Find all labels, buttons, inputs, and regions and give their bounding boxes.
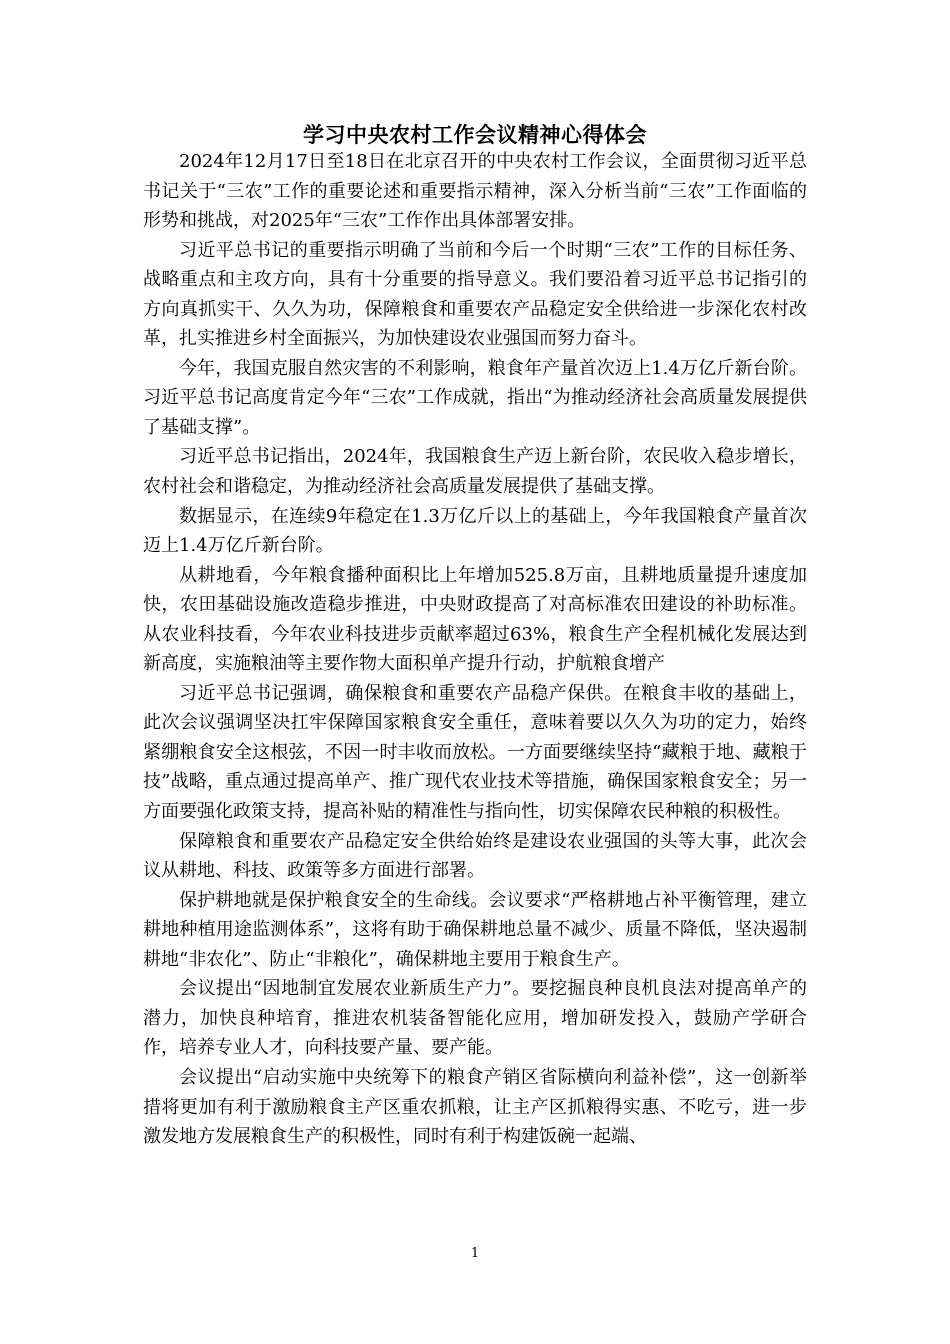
- paragraph: 习近平总书记指出，2024年，我国粮食生产迈上新台阶，农民收入稳步增长，农村社会和谐稳定，为推动经济社会高质量发展提供了基础支撑。: [143, 446, 807, 498]
- paragraph: 会议提出“启动实施中央统筹下的粮食产销区省际横向利益补偿”，这一创新举措将更加有利于激励粮食主产区重农抓粮，让主产区抓粮得实惠、不吃亏，进一步激发地方发展粮食生产的积极性，同时有利于构建饭碗一起端、: [143, 1066, 807, 1148]
- paragraph: 习近平总书记强调，确保粮食和重要农产品稳产保供。在粮食丰收的基础上，此次会议强调坚决扛牢保障国家粮食安全重任，意味着要以久久为功的定力，始终紧绷粮食安全这根弦，不因一时丰收而放松。一方面要继续坚持“藏粮于地、藏粮于技”战略，重点通过提高单产、推广现代农业技术等措施，确保国家粮食安全；另一方面要强化政策支持，提高补贴的精准性与指向性，切实保障农民种粮的积极性。: [143, 682, 807, 823]
- document-body: [143, 147, 807, 1152]
- paragraph: 数据显示，在连续9年稳定在1.3万亿斤以上的基础上，今年我国粮食产量首次迈上1.4万亿斤新台阶。: [143, 505, 807, 557]
- paragraph: 今年，我国克服自然灾害的不利影响，粮食年产量首次迈上1.4万亿斤新台阶。习近平总书记高度肯定今年“三农”工作成就，指出“为推动经济社会高质量发展提供了基础支撑”。: [143, 357, 807, 438]
- page-number: 1: [470, 1246, 480, 1261]
- paragraph: 保护耕地就是保护粮食安全的生命线。会议要求“严格耕地占补平衡管理，建立耕地种植用途监测体系”，这将有助于确保耕地总量不减少、质量不降低，坚决遏制耕地“非农化”、防止“非粮化”，确保耕地主要用于粮食生产。: [143, 889, 807, 970]
- document-title: 学习中央农村工作会议精神心得体会: [303, 123, 647, 147]
- paragraph: 保障粮食和重要农产品稳定安全供给始终是建设农业强国的头等大事，此次会议从耕地、科技、政策等多方面进行部署。: [143, 830, 807, 882]
- paragraph: 习近平总书记的重要指示明确了当前和今后一个时期“三农”工作的目标任务、战略重点和主攻方向，具有十分重要的指导意义。我们要沿着习近平总书记指引的方向真抓实干、久久为功，保障粮食和重要农产品稳定安全供给进一步深化农村改革，扎实推进乡村全面振兴，为加快建设农业强国而努力奋斗。: [143, 239, 807, 350]
- paragraph: 会议提出“因地制宜发展农业新质生产力”。要挖掘良种良机良法对提高单产的潜力，加快良种培育，推进农机装备智能化应用，增加研发投入，鼓励产学研合作，培养专业人才，向科技要产量、要产能。: [143, 978, 807, 1059]
- paragraph: 2024年12月17日至18日在北京召开的中央农村工作会议，全面贯彻习近平总书记关于“三农”工作的重要论述和重要指示精神，深入分析当前“三农”工作面临的形势和挑战，对2025年“三农”工作作出具体部署安排。: [143, 151, 807, 232]
- paragraph: 从耕地看，今年粮食播种面积比上年增加525.8万亩，且耕地质量提升速度加快，农田基础设施改造稳步推进，中央财政提高了对高标准农田建设的补助标准。从农业科技看，今年农业科技进步贡献率超过63%，粮食生产全程机械化发展达到新高度，实施粮油等主要作物大面积单产提升行动，护航粮食增产: [143, 564, 807, 675]
